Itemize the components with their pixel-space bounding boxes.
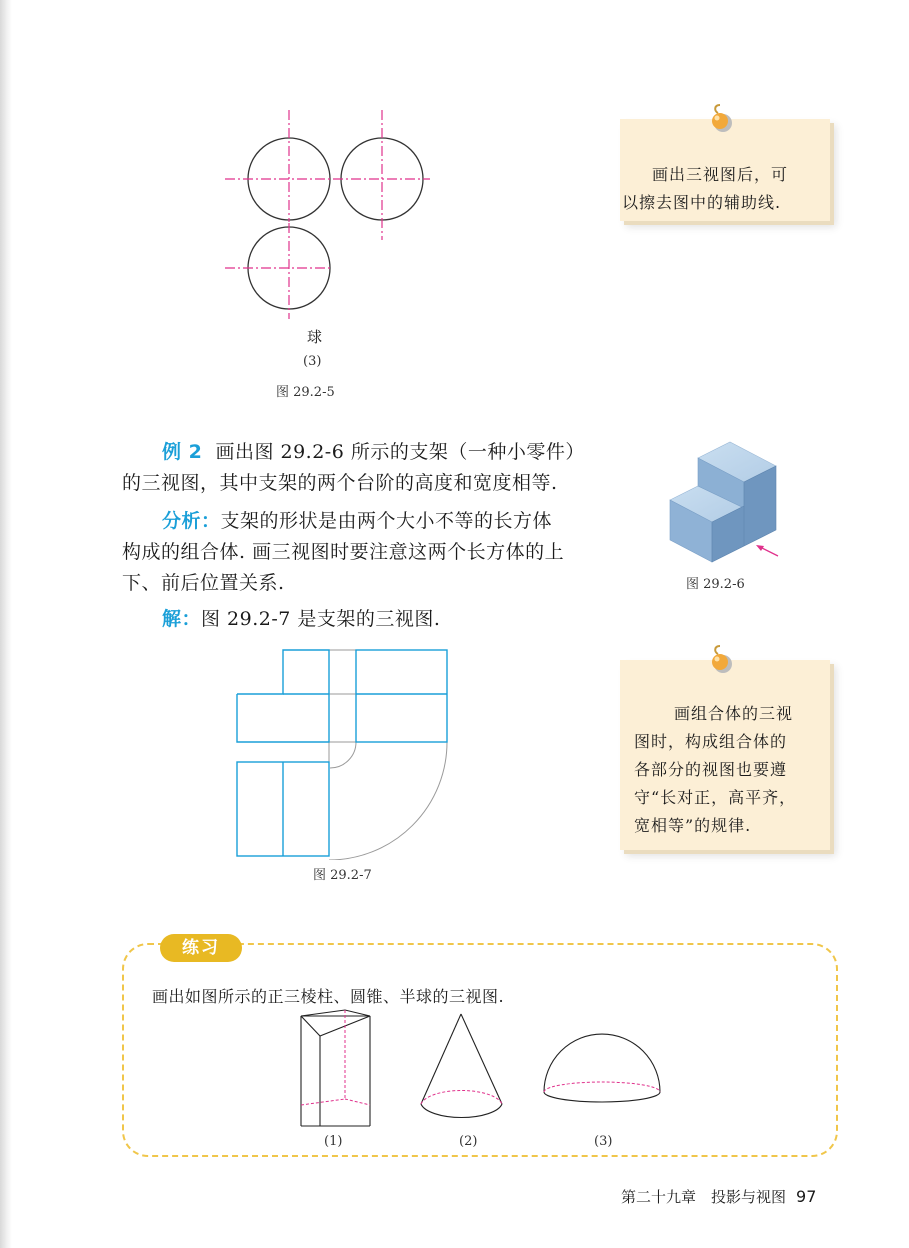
exercise-text: 画出如图所示的正三棱柱、圆锥、半球的三视图. [152, 987, 505, 1006]
example2-label: 例 2 [162, 441, 203, 463]
figure-caption-29-2-6: 图 29.2-6 [686, 577, 745, 592]
exercise-item-1-label: (1) [324, 1134, 343, 1149]
bracket-three-views-figure [234, 648, 454, 860]
bracket-3d-figure [660, 438, 790, 564]
cone-figure [416, 1012, 508, 1124]
gray-auxiliary-lines [237, 650, 447, 860]
figure-sub-label: (3) [303, 354, 322, 369]
note2-line3: 各部分的视图也要遵 [634, 760, 788, 779]
note2-line1: 画组合体的三视 [674, 704, 794, 723]
exercise-badge: 练习 [160, 934, 242, 962]
triangular-prism-figure [296, 1008, 376, 1130]
ball-label: 球 [307, 328, 323, 346]
exercise-item-3-label: (3) [594, 1134, 613, 1149]
side-note-2 [620, 660, 830, 850]
exercise-item-2-label: (2) [459, 1134, 478, 1149]
hemisphere-figure [540, 1030, 664, 1106]
analysis-text2: 构成的组合体. 画三视图时要注意这两个长方体的上 [122, 541, 565, 563]
analysis-label: 分析： [162, 510, 221, 532]
note2-line2: 图时，构成组合体的 [634, 732, 788, 751]
analysis-text3: 下、前后位置关系. [122, 572, 285, 594]
chapter-title: 第二十九章 投影与视图 [621, 1188, 787, 1206]
figure-caption-29-2-5: 图 29.2-5 [276, 385, 335, 400]
analysis-line1 [162, 506, 552, 537]
solution-text: 图 29.2-7 是支架的三视图. [201, 608, 441, 630]
example2-line1 [162, 437, 585, 468]
page-number: 97 [796, 1187, 817, 1206]
note2-line5: 宽相等”的规律. [634, 816, 752, 835]
side-note-1 [620, 119, 830, 221]
solution-line [162, 604, 440, 635]
pushpin-icon [706, 644, 736, 678]
pushpin-icon [706, 103, 736, 137]
page-spine-shadow [0, 0, 12, 1248]
page-footer [621, 1186, 816, 1207]
analysis-text1: 支架的形状是由两个大小不等的长方体 [220, 510, 553, 532]
note1-line2: 以擦去图中的辅助线. [622, 193, 782, 212]
example2-text2: 的三视图，其中支架的两个台阶的高度和宽度相等. [122, 472, 558, 494]
solution-label: 解： [162, 608, 202, 630]
note1-line1: 画出三视图后，可 [652, 165, 789, 184]
ball-three-views-figure [215, 105, 430, 335]
figure-caption-29-2-7: 图 29.2-7 [313, 868, 372, 883]
note2-line4: 守“长对正，高平齐， [634, 788, 797, 807]
cyan-view-outlines [237, 650, 447, 856]
example2-text1: 画出图 29.2-6 所示的支架（一种小零件） [215, 441, 585, 463]
